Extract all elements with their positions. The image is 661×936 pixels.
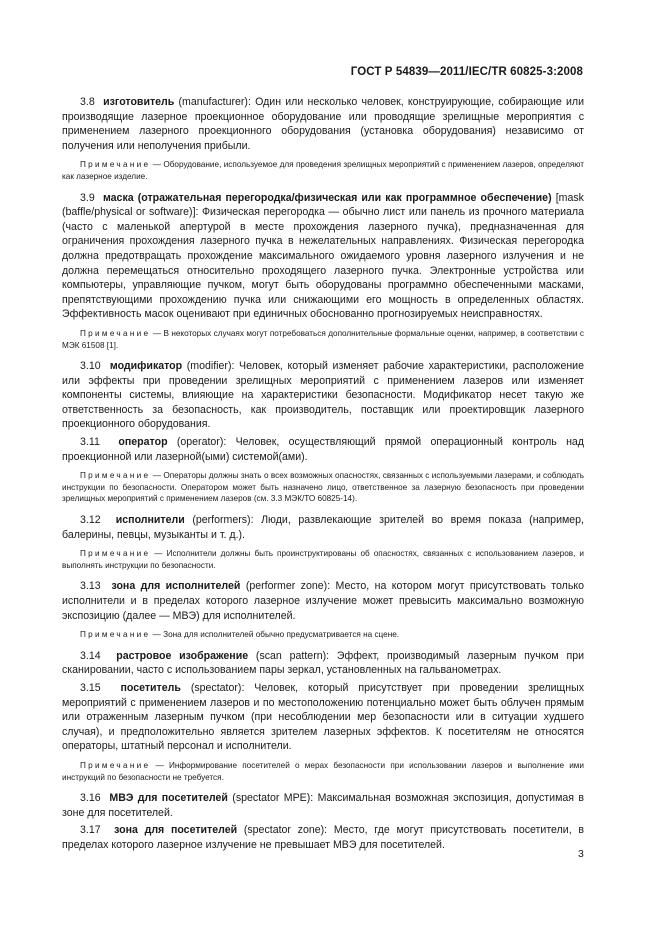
term-definition: (spectator MPE): Максимальная возможная экспозиция, допустимая в зоне для посетителей. bbox=[62, 792, 584, 819]
definition-3-8 bbox=[62, 95, 584, 153]
term-definition: [mask (baffle/physical or software)]: Физическая перегородка — обычно лист или панель из прочного материала (часто с маленькой апертурой в месте прохождения лазерного пучка), предназначенная для ограничения прохождения лазерного пучка в нежелательных направлениях. Физическая перегородка должна предотвращать прохождение максимального ожидаемого уровня лазерного излучения и не должна перемещаться относительно проходящего лазерного пучка. Электронные устройства или компьютеры, управляющие пучком, могут быть оборудованы программно обеспеченными масками, препятствующими прохождению пучка или снижающими его мощность в определенных областях. Эффективность масок оценивают при единичных обоснованно прогнозируемых неисправностях. bbox=[62, 191, 584, 321]
term-name: посетитель bbox=[120, 681, 181, 694]
definition-3-12 bbox=[62, 513, 584, 542]
note-text: — Исполнители должны быть проинструктированы об опасностях, связанных с использованием лазеров, и выполнять инструкции по безопасности. bbox=[62, 549, 584, 570]
definition-3-17 bbox=[62, 823, 584, 852]
term-definition: (spectator zone): Место, где могут присутствовать посетители, в пределах которого лазерное излучение не превышает МВЭ для посетителей. bbox=[62, 824, 584, 851]
clause-number: 3.8 bbox=[80, 96, 95, 108]
clause-number: 3.12 bbox=[80, 514, 101, 527]
note-text: — Операторы должны знать о всех возможных опасностях, связанных с используемыми лазерами, и соблюдать инструкции по безопасности. Оператором может быть назначено лицо, ответственное за лазерную безопасность при проведении зрелищных мероприятий с применением лазеров (см. 3.3 МЭК/ТО 60825-14). bbox=[62, 471, 585, 504]
note-text: — Информирование посетителей о мерах безопасности при использовании лазеров и выполнение ими инструкций по безопасности не требуется. bbox=[62, 760, 584, 782]
term-name: растровое изображение bbox=[116, 649, 249, 662]
definition-3-10 bbox=[62, 359, 584, 432]
note-label: Примечание bbox=[80, 471, 151, 481]
term-definition: (spectator): Человек, который присутствует при проведении зрелищных мероприятий с применением лазеров и по местоположению потенциально может быть облучен прямым или отраженным лазерным пучком (при несоблюдении мер безопасности или в ситуации худшего случая), и предположительно является зрителем лазерных эффектов. К посетителям не относятся операторы, штатный персонал и исполнители. bbox=[62, 681, 584, 753]
note-3-11 bbox=[62, 470, 584, 505]
clause-number: 3.17 bbox=[80, 824, 101, 837]
term-name: зона для исполнителей bbox=[111, 580, 241, 593]
term-definition: (scan pattern): Эффект, производимый лазерным пучком при сканировании, часто с использованием пары зеркал, установленных на гальванометрах. bbox=[62, 649, 585, 677]
note-label: Примечание bbox=[80, 549, 151, 559]
note-label: Примечание bbox=[80, 160, 151, 170]
document-header: ГОСТ Р 54839—2011/IEC/TR 60825-3:2008 bbox=[350, 66, 583, 78]
term-definition: (modifier): Человек, который изменяет рабочие характеристики, расположение или эффекты при проведении зрелищных мероприятий с применением лазеров или изменяет компоненты системы, влияющие на характеристики безопасности. Модификатор несет такую же ответственность за безопасность, как производитель, поставщик или проектировщик лазерного проекционного оборудования. bbox=[62, 360, 584, 431]
note-label: Примечание bbox=[80, 328, 151, 338]
document-body bbox=[62, 95, 584, 856]
note-3-9 bbox=[62, 328, 584, 351]
term-name: МВЭ для посетителей bbox=[109, 792, 228, 805]
definition-3-11 bbox=[62, 435, 584, 464]
note-text: — В некоторых случаях могут потребоваться дополнительные формальные оценки, например, в соответствии с МЭК 61508 [1]. bbox=[62, 328, 584, 350]
clause-number: 3.16 bbox=[80, 792, 101, 805]
note-3-15 bbox=[62, 760, 584, 783]
note-label: Примечание bbox=[80, 630, 151, 640]
note-text: — Зона для исполнителей обычно предусматривается на сцене. bbox=[152, 630, 400, 640]
note-3-12 bbox=[62, 548, 584, 571]
note-3-13 bbox=[62, 629, 584, 641]
clause-number: 3.11 bbox=[80, 436, 100, 449]
clause-number: 3.13 bbox=[80, 580, 101, 593]
note-label: Примечание bbox=[80, 760, 151, 770]
clause-number: 3.9 bbox=[80, 191, 95, 204]
term-name: оператор bbox=[118, 436, 168, 449]
page-number: 3 bbox=[578, 848, 584, 860]
definition-3-14 bbox=[62, 649, 584, 678]
term-name: зона для посетителей bbox=[114, 824, 238, 837]
clause-number: 3.10 bbox=[80, 360, 101, 373]
clause-number: 3.14 bbox=[80, 649, 101, 662]
term-name: модификатор bbox=[109, 360, 183, 373]
note-text: — Оборудование, используемое для проведения зрелищных мероприятий с применением лазеров, определяют как лазерное изделие. bbox=[62, 160, 584, 181]
term-definition: (manufacturer): Один или несколько человек, конструирующие, собирающие или производящие лазерное проекционное оборудование или проводящие зрелищные мероприятия с применением лазерного проекционного оборудования (установка оборудования) независимо от получения или неполучения прибыли. bbox=[62, 96, 585, 152]
term-name: изготовитель bbox=[103, 96, 175, 108]
term-definition: (operator): Человек, осуществляющий прямой операционный контроль над проекционной или лазерной(ыми) системой(ами). bbox=[62, 436, 584, 463]
definition-3-9 bbox=[62, 191, 584, 322]
definition-3-15 bbox=[62, 681, 584, 754]
term-definition: (performers): Люди, развлекающие зрителей во время показа (например, балерины, певцы, музыканты и т. д.). bbox=[62, 514, 584, 541]
term-definition: (performer zone): Место, на котором могут присутствовать только исполнители и в пределах которого лазерное излучение может превысить максимально возможную экспозицию (далее — МВЭ) для исполнителей. bbox=[62, 580, 585, 622]
term-name: исполнители bbox=[115, 514, 185, 527]
note-3-8 bbox=[62, 159, 584, 182]
definition-3-16 bbox=[62, 791, 584, 820]
term-name: маска (отражательная перегородка/физическая или как программное обеспечение) bbox=[102, 191, 552, 204]
clause-number: 3.15 bbox=[80, 681, 101, 694]
definition-3-13 bbox=[62, 579, 584, 623]
